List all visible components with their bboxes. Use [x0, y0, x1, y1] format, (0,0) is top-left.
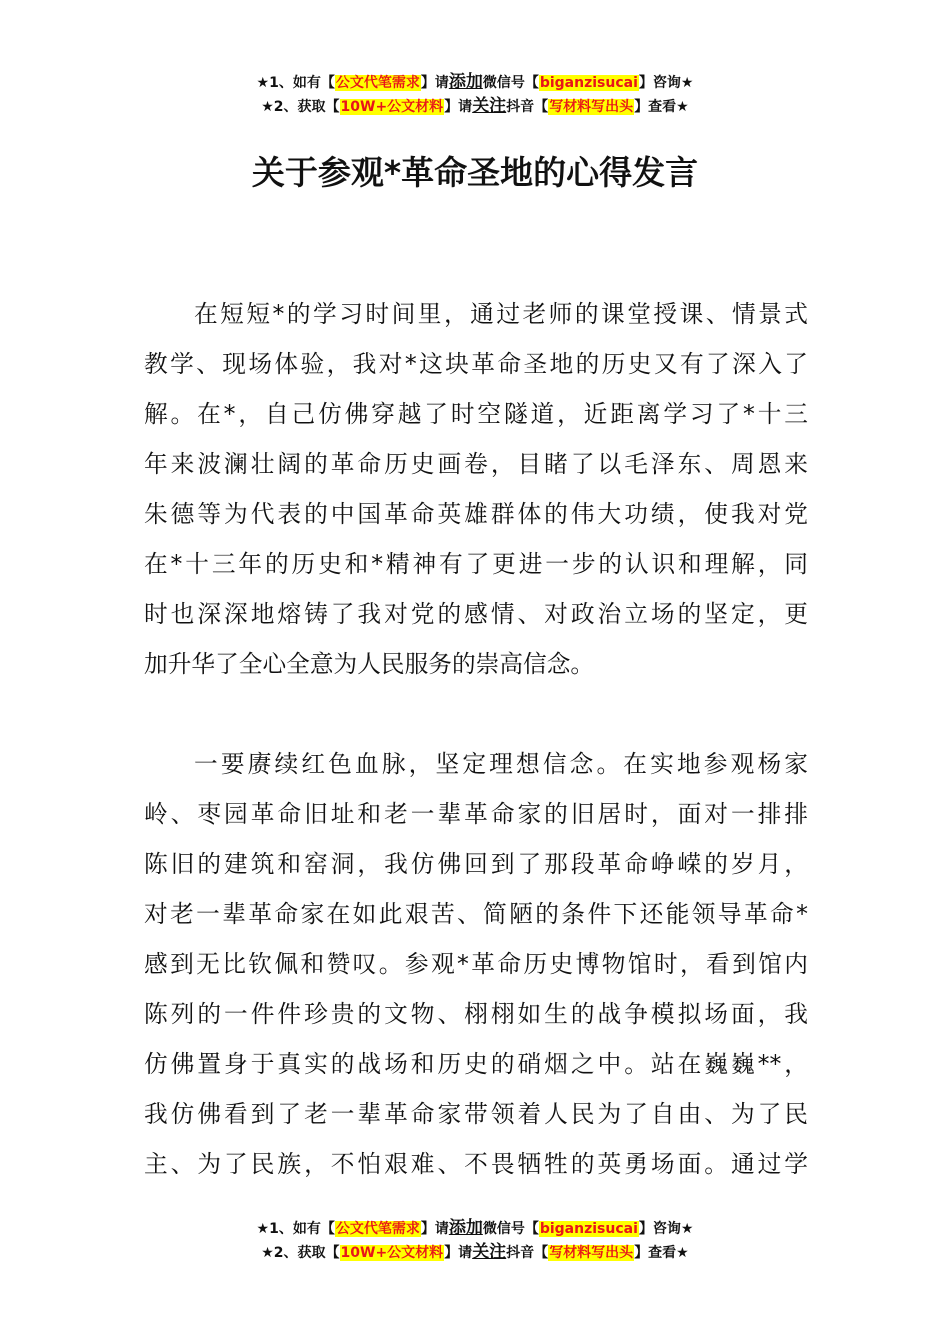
paragraph-line: 加升华了全心全意为人民服务的崇高信念。 — [144, 650, 595, 678]
banner-text: 微信号【 — [482, 75, 539, 91]
paragraph-line: 仿佛置身于真实的战场和历史的硝烟之中。站在巍巍**， — [144, 1050, 808, 1078]
paragraph-line: 时也深深地熔铸了我对党的感情、对政治立场的坚定，更 — [144, 600, 808, 628]
douyin-account: 写材料写出头 — [549, 99, 634, 115]
footer-banner — [0, 1216, 950, 1264]
highlight-text: 公文代笔需求 — [335, 1221, 420, 1237]
paragraph-line: 对老一辈革命家在如此艰苦、简陋的条件下还能领导革命* — [144, 900, 808, 928]
banner-text: ★2、获取【 — [261, 99, 340, 115]
banner-text: 】查看★ — [634, 99, 689, 115]
document-title: 关于参观*革命圣地的心得发言 — [251, 153, 699, 192]
paragraph-line: 感到无比钦佩和赞叹。参观*革命历史博物馆时，看到馆内 — [144, 950, 808, 978]
paragraph-1 — [144, 289, 808, 689]
banner-text: 】请 — [420, 75, 449, 91]
paragraph-line: 一要赓续红色血脉，坚定理想信念。在实地参观杨家 — [194, 750, 808, 778]
banner-text: 】请 — [444, 99, 473, 115]
highlight-text: 10W+公文材料 — [340, 99, 444, 115]
banner-text: ★1、如有【 — [256, 1221, 335, 1237]
paragraph-line: 岭、枣园革命旧址和老一辈革命家的旧居时，面对一排排 — [144, 800, 808, 828]
emphasis-text: 关注 — [472, 96, 507, 116]
paragraph-line: 年来波澜壮阔的革命历史画卷，目睹了以毛泽东、周恩来 — [144, 450, 808, 478]
paragraph-line: 陈旧的建筑和窑洞，我仿佛回到了那段革命峥嵘的岁月， — [144, 850, 808, 878]
paragraph-line: 解。在*，自己仿佛穿越了时空隧道，近距离学习了*十三 — [144, 400, 808, 428]
banner-line-1 — [0, 1216, 950, 1240]
emphasis-text: 添加 — [448, 72, 483, 92]
highlight-text: 公文代笔需求 — [335, 75, 420, 91]
highlight-text: 10W+公文材料 — [340, 1245, 444, 1261]
banner-text: 】咨询★ — [638, 75, 694, 91]
paragraph-line: 我仿佛看到了老一辈革命家带领着人民为了自由、为了民 — [144, 1100, 808, 1128]
emphasis-text: 关注 — [472, 1242, 507, 1262]
paragraph-line: 陈列的一件件珍贵的文物、栩栩如生的战争模拟场面，我 — [144, 1000, 808, 1028]
paragraph-line: 朱德等为代表的中国革命英雄群体的伟大功绩，使我对党 — [144, 500, 808, 528]
banner-text: ★1、如有【 — [256, 75, 335, 91]
banner-text: 】咨询★ — [638, 1221, 694, 1237]
banner-text: 抖音【 — [506, 99, 549, 115]
wechat-id: biganzisucai — [539, 75, 638, 91]
douyin-account: 写材料写出头 — [549, 1245, 634, 1261]
banner-line-1 — [0, 70, 950, 94]
paragraph-2 — [144, 739, 808, 1189]
banner-text: 】请 — [420, 1221, 449, 1237]
paragraph-line: 在短短*的学习时间里，通过老师的课堂授课、情景式 — [194, 300, 808, 328]
paragraph-line: 在*十三年的历史和*精神有了更进一步的认识和理解，同 — [144, 550, 808, 578]
banner-text: 抖音【 — [506, 1245, 549, 1261]
banner-text: 微信号【 — [482, 1221, 539, 1237]
paragraph-line: 教学、现场体验，我对*这块革命圣地的历史又有了深入了 — [144, 350, 808, 378]
header-banner — [0, 70, 950, 118]
banner-text: ★2、获取【 — [261, 1245, 340, 1261]
banner-text: 】请 — [444, 1245, 473, 1261]
banner-line-2 — [0, 1240, 950, 1264]
banner-line-2 — [0, 94, 950, 118]
emphasis-text: 添加 — [448, 1218, 483, 1238]
wechat-id: biganzisucai — [539, 1221, 638, 1237]
banner-text: 】查看★ — [634, 1245, 689, 1261]
paragraph-line: 主、为了民族，不怕艰难、不畏牺牲的英勇场面。通过学 — [144, 1150, 808, 1178]
